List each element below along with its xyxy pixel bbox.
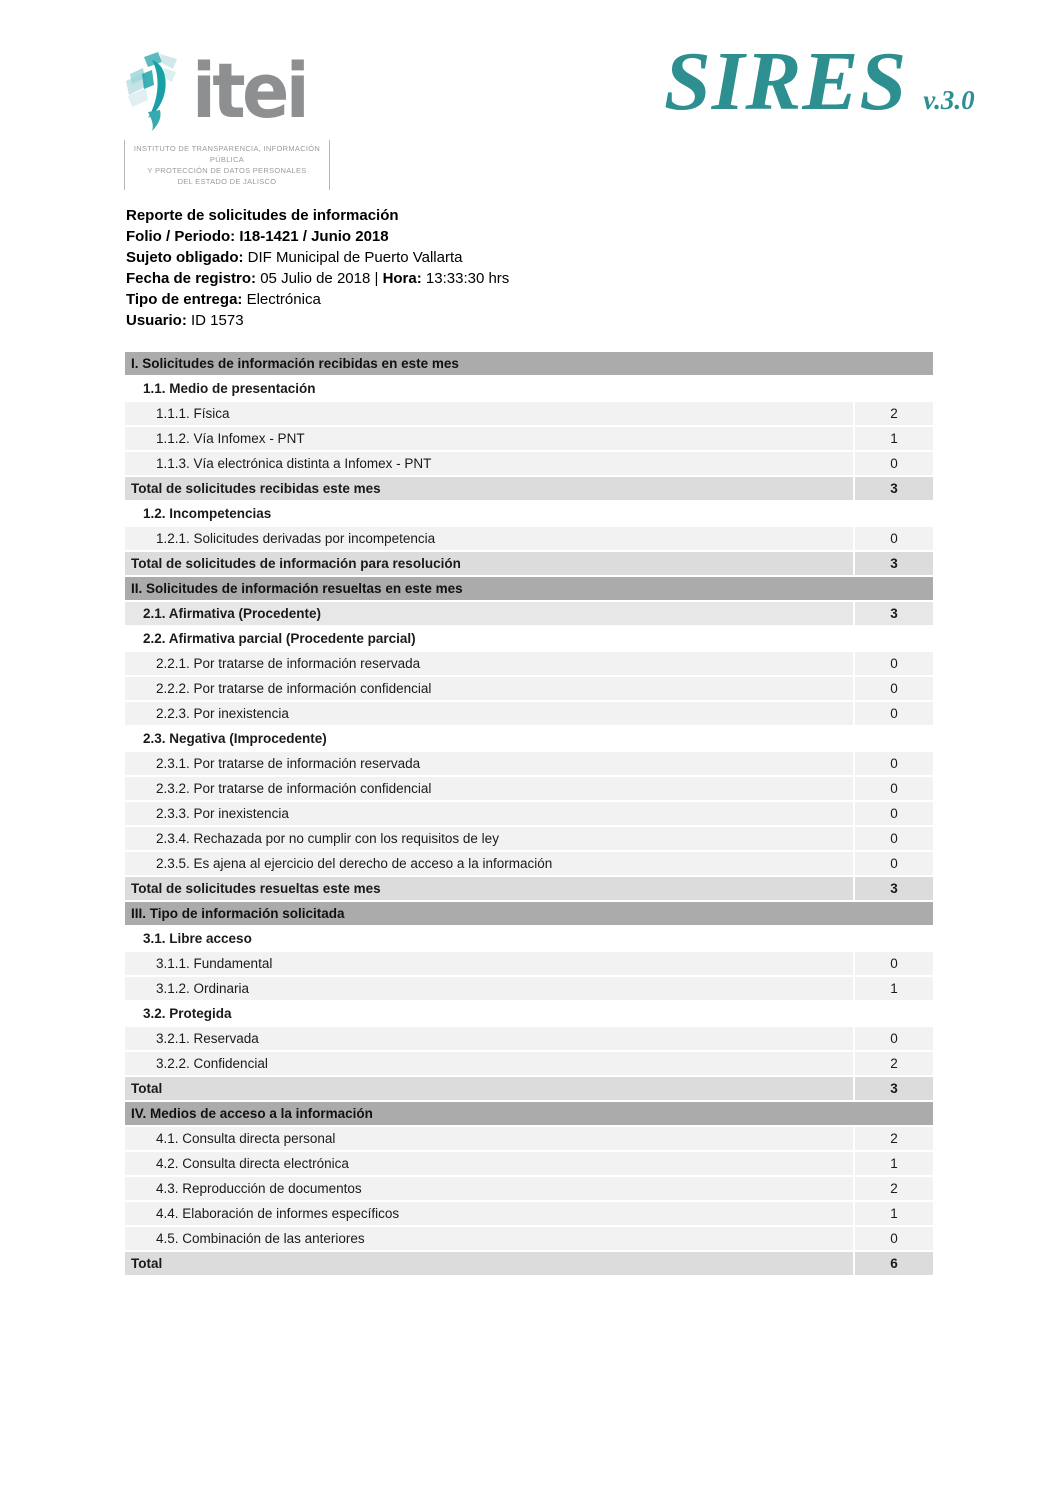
sires-logo <box>664 35 975 128</box>
row-label: 1.2. Incompetencias <box>125 502 853 525</box>
sujeto-obligado-label: Sujeto obligado: <box>126 249 244 266</box>
page-title <box>126 205 509 226</box>
section-header-row <box>125 577 933 600</box>
row-label: II. Solicitudes de información resueltas en este mes <box>125 577 933 600</box>
table-row <box>125 702 933 725</box>
row-label: 1.1. Medio de presentación <box>125 377 853 400</box>
table-row <box>125 1227 933 1250</box>
fecha-registro-value: 05 Julio de 2018 <box>260 270 371 287</box>
row-value: 2 <box>855 402 933 425</box>
row-value <box>855 502 933 525</box>
table-row <box>125 1152 933 1175</box>
report-table <box>125 352 933 1277</box>
row-label: 1.1.2. Vía Infomex - PNT <box>125 427 853 450</box>
row-label: Total <box>125 1077 853 1100</box>
sujeto-obligado-value: DIF Municipal de Puerto Vallarta <box>247 249 463 266</box>
row-value: 0 <box>855 527 933 550</box>
row-label: Total de solicitudes resueltas este mes <box>125 877 853 900</box>
row-label: 1.1.3. Vía electrónica distinta a Infomex - PNT <box>125 452 853 475</box>
table-row <box>125 1002 933 1025</box>
row-label: 2.1. Afirmativa (Procedente) <box>125 602 853 625</box>
row-value: 1 <box>855 977 933 1000</box>
row-label: 2.2.3. Por inexistencia <box>125 702 853 725</box>
usuario-label: Usuario: <box>126 312 187 329</box>
row-value: 1 <box>855 1202 933 1225</box>
row-value: 2 <box>855 1127 933 1150</box>
row-value: 3 <box>855 552 933 575</box>
sires-wordmark: SIRES <box>664 35 908 128</box>
row-label: Total de solicitudes recibidas este mes <box>125 477 853 500</box>
row-label: 1.2.1. Solicitudes derivadas por incompetencia <box>125 527 853 550</box>
row-value: 6 <box>855 1252 933 1275</box>
row-value: 0 <box>855 777 933 800</box>
row-value: 0 <box>855 852 933 875</box>
table-row <box>125 952 933 975</box>
total-row <box>125 477 933 500</box>
row-value: 0 <box>855 677 933 700</box>
sires-version: v.3.0 <box>923 85 975 115</box>
row-label: 3.2.1. Reservada <box>125 1027 853 1050</box>
row-label: I. Solicitudes de información recibidas en este mes <box>125 352 933 375</box>
table-row <box>125 402 933 425</box>
row-label: 2.2. Afirmativa parcial (Procedente parcial) <box>125 627 853 650</box>
row-label: 3.1. Libre acceso <box>125 927 853 950</box>
total-row <box>125 1252 933 1275</box>
itei-caption-line2: Y PROTECCIÓN DE DATOS PERSONALES <box>147 166 307 175</box>
section-header-row <box>125 352 933 375</box>
row-value: 3 <box>855 1077 933 1100</box>
row-label: 2.3.2. Por tratarse de información confidencial <box>125 777 853 800</box>
row-label: 3.1.1. Fundamental <box>125 952 853 975</box>
table-row <box>125 852 933 875</box>
row-label: 2.3.5. Es ajena al ejercicio del derecho de acceso a la información <box>125 852 853 875</box>
row-label: 2.3. Negativa (Improcedente) <box>125 727 853 750</box>
itei-caption-line3: DEL ESTADO DE JALISCO <box>177 177 277 186</box>
meta-line-sujeto <box>126 247 509 268</box>
row-value <box>855 627 933 650</box>
row-value <box>855 727 933 750</box>
itei-caption-line1: INSTITUTO DE TRANSPARENCIA, INFORMACIÓN PÚBLICA <box>133 144 321 164</box>
table-row <box>125 427 933 450</box>
row-label: 1.1.1. Física <box>125 402 853 425</box>
total-row <box>125 877 933 900</box>
report-title: Reporte de solicitudes de información <box>126 207 399 224</box>
meta-line-usuario <box>126 310 509 331</box>
row-value: 0 <box>855 1027 933 1050</box>
report-meta <box>126 205 509 331</box>
row-label: 2.2.2. Por tratarse de información confidencial <box>125 677 853 700</box>
row-label: 2.2.1. Por tratarse de información reservada <box>125 652 853 675</box>
row-label: 3.2.2. Confidencial <box>125 1052 853 1075</box>
row-value: 2 <box>855 1052 933 1075</box>
table-row <box>125 652 933 675</box>
folio-value: I18-1421 / Junio 2018 <box>239 228 389 245</box>
table-row <box>125 802 933 825</box>
table-row <box>125 602 933 625</box>
table-row <box>125 927 933 950</box>
row-value: 3 <box>855 877 933 900</box>
row-label: 4.3. Reproducción de documentos <box>125 1177 853 1200</box>
table-row <box>125 502 933 525</box>
row-value: 0 <box>855 702 933 725</box>
folio-label: Folio / Periodo: <box>126 228 236 245</box>
table-row <box>125 1202 933 1225</box>
hora-label: Hora: <box>382 270 422 287</box>
row-label: 4.1. Consulta directa personal <box>125 1127 853 1150</box>
tipo-entrega-value: Electrónica <box>246 291 321 308</box>
row-value: 3 <box>855 602 933 625</box>
row-value: 0 <box>855 652 933 675</box>
row-label: 2.3.4. Rechazada por no cumplir con los requisitos de ley <box>125 827 853 850</box>
row-value: 1 <box>855 1152 933 1175</box>
row-value: 2 <box>855 1177 933 1200</box>
row-label: Total <box>125 1252 853 1275</box>
tipo-entrega-label: Tipo de entrega: <box>126 291 243 308</box>
row-value: 0 <box>855 827 933 850</box>
row-value: 3 <box>855 477 933 500</box>
table-row <box>125 527 933 550</box>
row-value: 0 <box>855 802 933 825</box>
itei-logo-top <box>124 46 330 135</box>
row-label: 3.1.2. Ordinaria <box>125 977 853 1000</box>
table-row <box>125 1127 933 1150</box>
total-row <box>125 552 933 575</box>
row-label: 4.5. Combinación de las anteriores <box>125 1227 853 1250</box>
fecha-registro-label: Fecha de registro: <box>126 270 257 287</box>
row-value: 0 <box>855 452 933 475</box>
table-row <box>125 377 933 400</box>
row-label: 4.4. Elaboración de informes específicos <box>125 1202 853 1225</box>
itei-logo <box>124 46 330 190</box>
row-label: IV. Medios de acceso a la información <box>125 1102 933 1125</box>
section-header-row <box>125 902 933 925</box>
row-value: 1 <box>855 427 933 450</box>
row-value: 0 <box>855 1227 933 1250</box>
table-row <box>125 1052 933 1075</box>
meta-line-folio <box>126 226 509 247</box>
row-label: III. Tipo de información solicitada <box>125 902 933 925</box>
row-value: 0 <box>855 752 933 775</box>
meta-line-fecha <box>126 268 509 289</box>
table-row <box>125 627 933 650</box>
row-value <box>855 927 933 950</box>
usuario-value: ID 1573 <box>191 312 244 329</box>
row-value <box>855 377 933 400</box>
meta-line-entrega <box>126 289 509 310</box>
table-row <box>125 452 933 475</box>
hora-value: 13:33:30 hrs <box>425 270 510 287</box>
row-label: 2.3.3. Por inexistencia <box>125 802 853 825</box>
itei-wordmark: itei <box>192 46 307 135</box>
row-label: Total de solicitudes de información para resolución <box>125 552 853 575</box>
row-value: 0 <box>855 952 933 975</box>
row-label: 4.2. Consulta directa electrónica <box>125 1152 853 1175</box>
meta-separator: | <box>374 270 379 287</box>
table-row <box>125 752 933 775</box>
table-row <box>125 777 933 800</box>
table-row <box>125 1027 933 1050</box>
row-label: 2.3.1. Por tratarse de información reservada <box>125 752 853 775</box>
total-row <box>125 1077 933 1100</box>
row-value <box>855 1002 933 1025</box>
itei-caption <box>124 140 330 190</box>
itei-globe-icon <box>124 50 190 132</box>
section-header-row <box>125 1102 933 1125</box>
row-label: 3.2. Protegida <box>125 1002 853 1025</box>
table-row <box>125 977 933 1000</box>
table-row <box>125 827 933 850</box>
table-row <box>125 677 933 700</box>
table-row <box>125 727 933 750</box>
table-row <box>125 1177 933 1200</box>
